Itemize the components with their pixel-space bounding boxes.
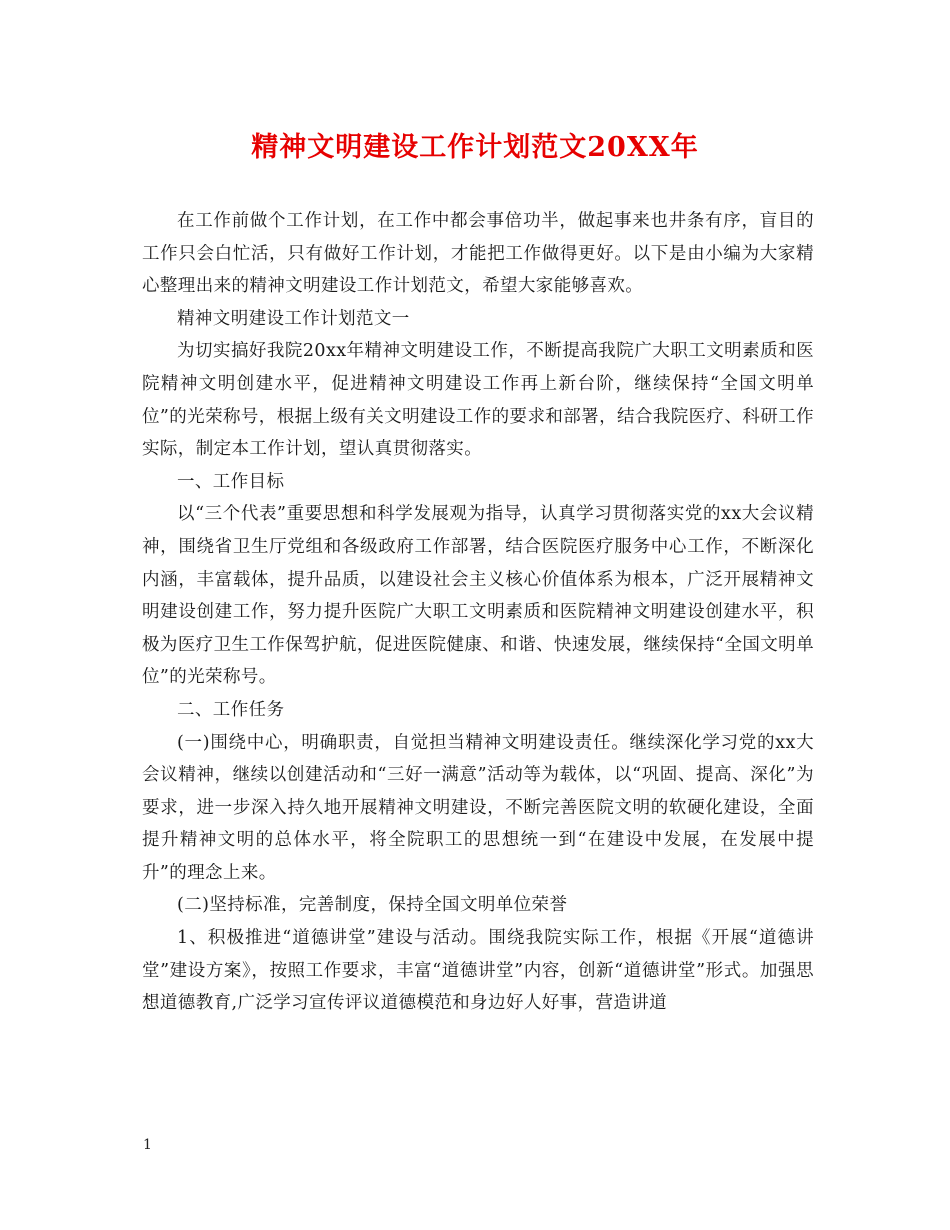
paragraph-task-one: (一)围绕中心，明确职责，自觉担当精神文明建设责任。继续深化学习党的xx大会议精神，继续以创建活动和“三好一满意”活动等为载体，以“巩固、提高、深化”为要求，进一步深入持久地开展精神文明建设，不断完善医院文明的软硬化建设，全面提升精神文明的总体水平，将全院职工的思想统一到“在建设中发展，在发展中提升”的理念上来。: [142, 732, 814, 883]
paragraph-moral-lecture: 1、积极推进“道德讲堂”建设与活动。围绕我院实际工作，根据《开展“道德讲堂”建设方案》，按照工作要求，丰富“道德讲堂”内容，创新“道德讲堂”形式。加强思想道德教育,广泛学习宣传评议道德模范和身边好人好事，营造讲道: [142, 928, 814, 1014]
paragraph-purpose: 为切实搞好我院20xx年精神文明建设工作，不断提高我院广大职工文明素质和医院精神文明创建水平，促进精神文明建设工作再上新台阶，继续保持“全国文明单位”的光荣称号，根据上级有关文明建设工作的要求和部署，结合我院医疗、科研工作实际，制定本工作计划，望认真贯彻落实。: [142, 341, 814, 460]
page-title: 精神文明建设工作计划范文20XX年: [251, 132, 699, 163]
document-body: [142, 205, 814, 1020]
section-heading-goals: 一、工作目标: [177, 471, 285, 492]
section-heading-tasks: 二、工作任务: [177, 699, 285, 720]
paragraph-goals: 以“三个代表”重要思想和科学发展观为指导，认真学习贯彻落实党的xx大会议精神，围绕省卫生厅党组和各级政府工作部署，结合医院医疗服务中心工作，不断深化内涵，丰富载体，提升品质，以建设社会主义核心价值体系为根本，广泛开展精神文明建设创建工作，努力提升医院广大职工文明素质和医院精神文明建设创建水平，积极为医疗卫生工作保驾护航，促进医院健康、和谐、快速发展，继续保持“全国文明单位”的光荣称号。: [142, 504, 814, 688]
paragraph-intro: 在工作前做个工作计划，在工作中都会事倍功半，做起事来也井条有序，盲目的工作只会白忙活，只有做好工作计划，才能把工作做得更好。以下是由小编为大家精心整理出来的精神文明建设工作计划范文，希望大家能够喜欢。: [142, 211, 814, 297]
section-heading-sample-one: 精神文明建设工作计划范文一: [177, 308, 410, 329]
page-number: 1: [143, 1137, 152, 1153]
subheading-task-two: (二)坚持标准，完善制度，保持全国文明单位荣誉: [177, 895, 568, 916]
